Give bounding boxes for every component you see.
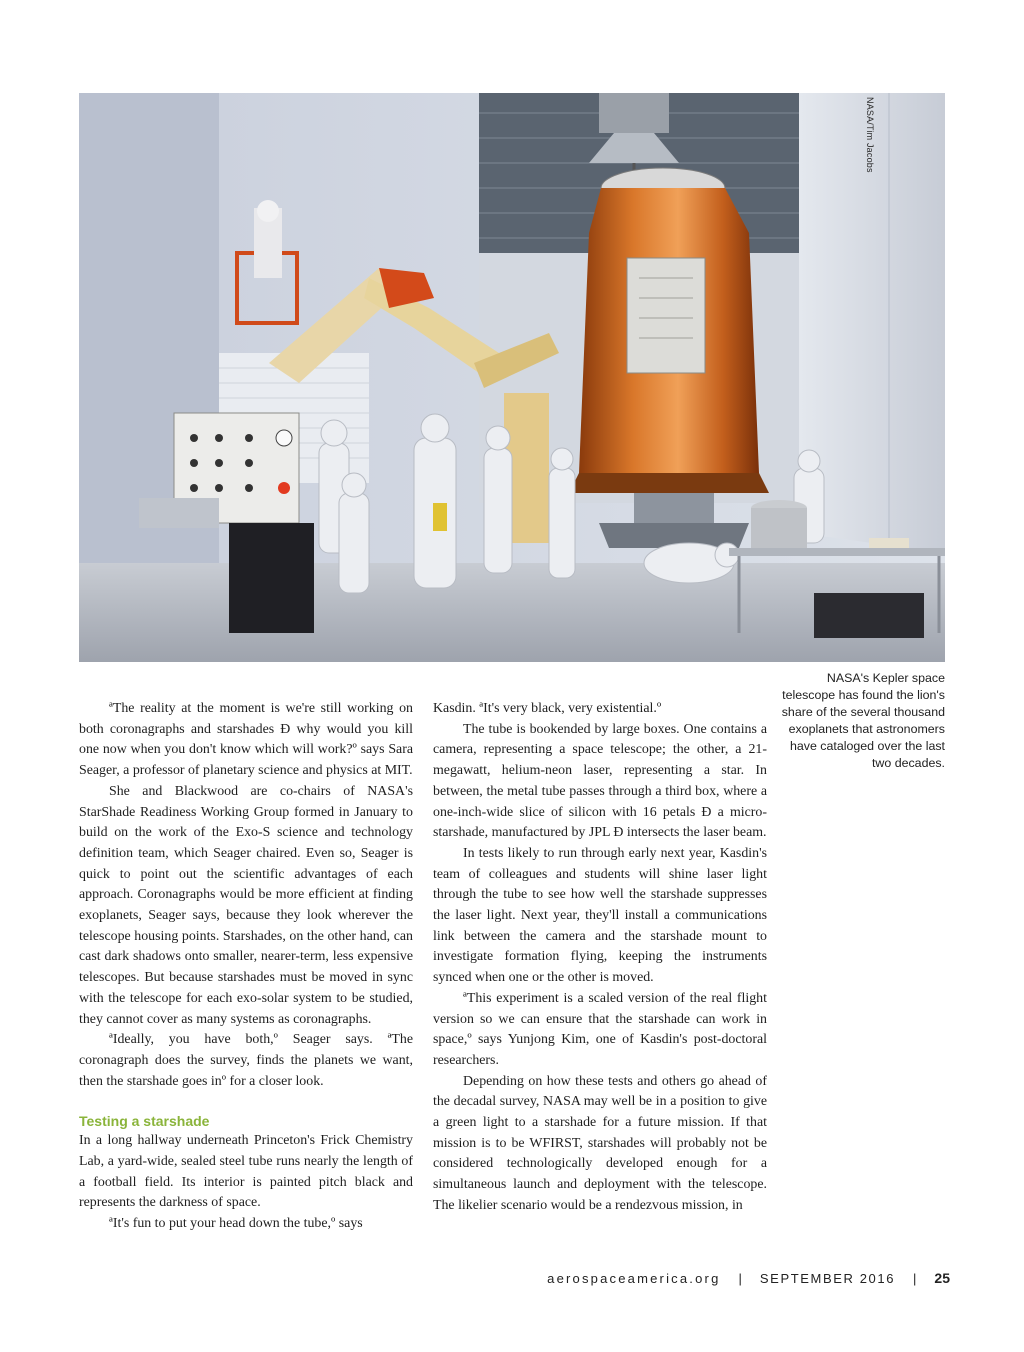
body-paragraph: ªIdeally, you have both,º Seager says. ªThe coronagraph does the survey, finds the planets we want, then the starshade goes inº for a closer look. (79, 1032, 413, 1089)
footer-separator: | (913, 1271, 917, 1286)
photo-caption: NASA's Kepler space telescope has found the lion's share of the several thousand exoplanets that astronomers have cataloged over the last two decades. (781, 671, 945, 770)
page-footer (547, 1270, 950, 1286)
article-column-left (79, 699, 413, 1235)
page-number: 25 (934, 1270, 950, 1286)
body-paragraph: ªIt's fun to put your head down the tube,º says (109, 1216, 363, 1232)
body-paragraph: In tests likely to run through early next year, Kasdin's team of colleagues and students will shine laser light through the tube to see how well the starshade suppresses the laser light. Next year, they'll install a communications link between the camera and the starshade mount to investigate formation flying, keeping the instruments synced when one or the other is moved. (433, 845, 767, 986)
photo-credit: NASA/Tim Jacobs (865, 97, 875, 173)
body-paragraph: In a long hallway underneath Princeton's Frick Chemistry Lab, a yard-wide, sealed steel tube runs nearly the length of a football field. Its interior is painted pitch black and represents the darkness of space. (79, 1133, 413, 1211)
body-paragraph: ªThe reality at the moment is we're still working on both coronagraphs and starshades Ð why would you kill one now when you don't know which will work?º says Sara Seager, a professor of planetary science and physics at MIT. (79, 701, 413, 779)
footer-separator: | (738, 1271, 742, 1286)
body-paragraph: Depending on how these tests and others go ahead of the decadal survey, NASA may well be in a position to give a green light to a starshade for a future mission. If that mission is to be WFIRST, starshades will probably not be considered technologically developed enough for a simultaneous launch and deployment with the telescope. The likelier scenario would be a rendezvous mission, in (433, 1073, 767, 1213)
body-paragraph: The tube is bookended by large boxes. One contains a camera, representing a space telescope; the other, a 21-megawatt, helium-neon laser, representing a star. In between, the metal tube passes through a third box, where a one-inch-wide slice of silicon with 16 petals Ð a micro-starshade, manufactured by JPL Ð intersects the laser beam. (433, 721, 767, 841)
article-column-middle (433, 699, 767, 1217)
body-paragraph: Kasdin. ªIt's very black, very existential.º (433, 701, 662, 716)
body-paragraph: She and Blackwood are co-chairs of NASA's StarShade Readiness Working Group formed in January to build on the work of the Exo-S science and technology definition team, which Seager chaired. Even so, Seager is quick to point out the scientific advantages of each approach. Coronagraphs would be more efficient at finding exoplanets, Seager says, because they look wherever the telescope housing points. Starshades, on the other hand, can cast dark shadows onto smaller, nearer-term, less expensive telescopes. But because starshades must be moved in sync with the telescope for each exo-solar system to be studied, they cannot cover as many systems as coronagraphs. (79, 783, 413, 1027)
footer-site: aerospaceamerica.org (547, 1271, 721, 1286)
section-subhead: Testing a starshade (79, 1113, 210, 1130)
feature-photo (79, 93, 945, 662)
body-paragraph: ªThis experiment is a scaled version of the real flight version so we can ensure that the starshade can work in space,º says Yunjong Kim, one of Kasdin's post-doctoral researchers. (433, 990, 767, 1068)
footer-issue: SEPTEMBER 2016 (759, 1271, 896, 1286)
